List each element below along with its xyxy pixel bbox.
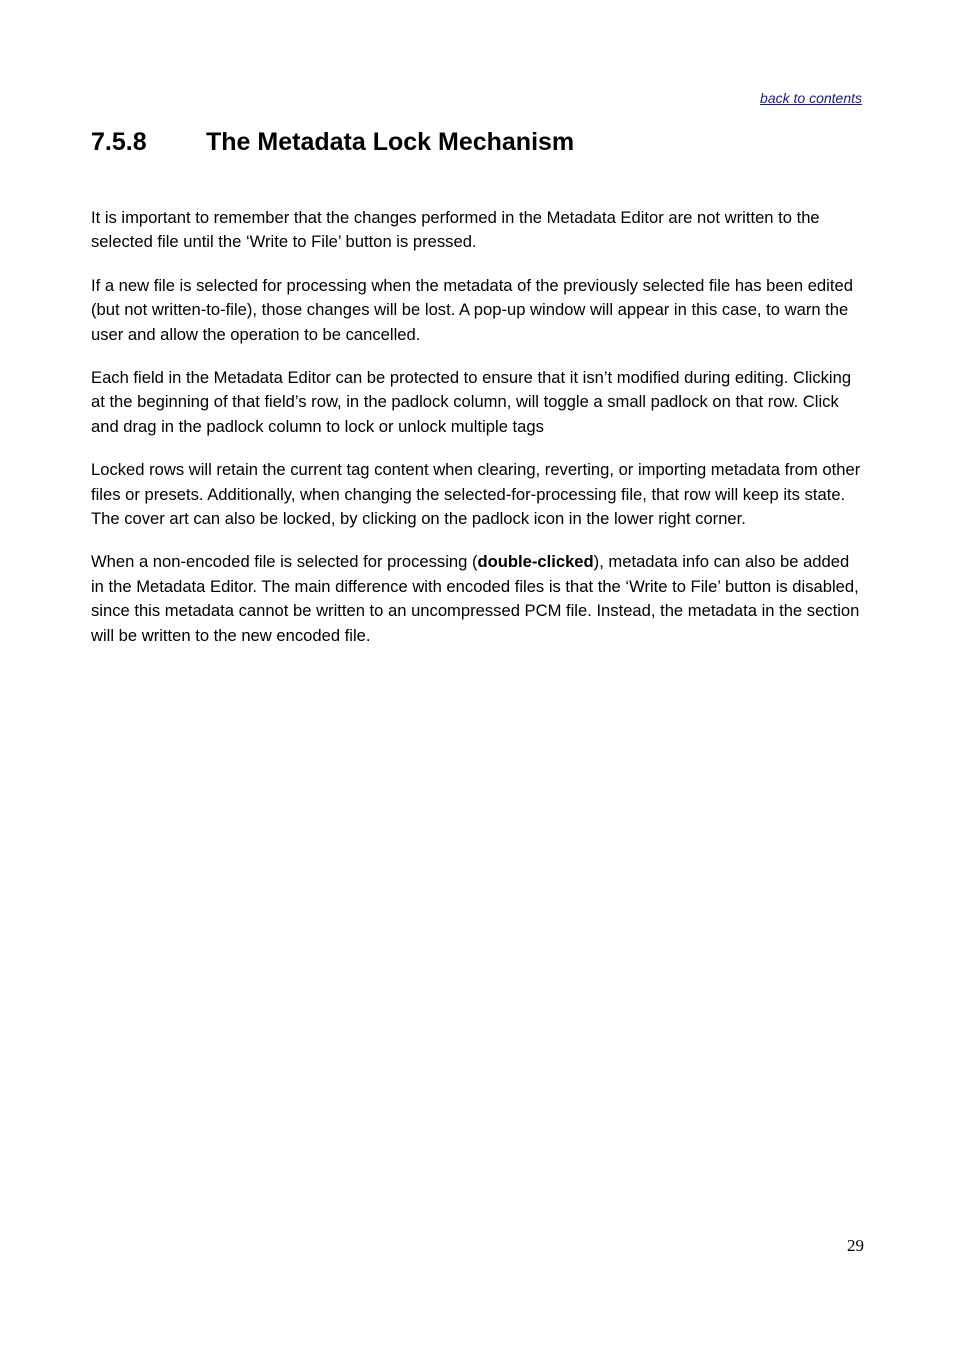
paragraph-write-to-file: It is important to remember that the changes performed in the Metadata Editor are not written to the selected file until the ‘Write to File’ button is pressed. — [91, 208, 820, 252]
section-title: The Metadata Lock Mechanism — [206, 128, 575, 156]
paragraph-text: ), metadata info can also be added in the Metadata Editor. The main difference with encoded files is that the ‘Write to File’ button is disabled, since this metadata cannot be written to an uncompressed PCM file. Instead, the metadata in the section will be written to the new encoded file. — [91, 552, 860, 645]
paragraph-locked-rows: Locked rows will retain the current tag content when clearing, reverting, or importing metadata from other files or presets. Additionally, when changing the selected-for-processing file, that row will keep its state. The cover art can also be locked, by clicking on the padlock icon in the lower right corner. — [91, 460, 861, 529]
section-heading — [91, 128, 574, 157]
page-number: 29 — [847, 1236, 864, 1255]
back-to-contents-link[interactable]: back to contents — [760, 90, 862, 106]
paragraph-non-encoded-files — [91, 550, 866, 648]
section-number: 7.5.8 — [91, 128, 147, 156]
bold-term: double-clicked — [477, 552, 594, 572]
body-content — [91, 206, 866, 667]
paragraph-text: When a non-encoded file is selected for processing ( — [91, 552, 478, 572]
paragraph-padlock-column: Each field in the Metadata Editor can be protected to ensure that it isn’t modified during editing. Clicking at the beginning of that field’s row, in the padlock column, will toggle a small padlock on that row. Click and drag in the padlock column to lock or unlock multiple tags — [91, 368, 852, 436]
paragraph-unsaved-changes: If a new file is selected for processing when the metadata of the previously selected file has been edited (but not written-to-file), those changes will be lost. A pop-up window will appear in this case, to warn the user and allow the operation to be cancelled. — [91, 275, 853, 344]
